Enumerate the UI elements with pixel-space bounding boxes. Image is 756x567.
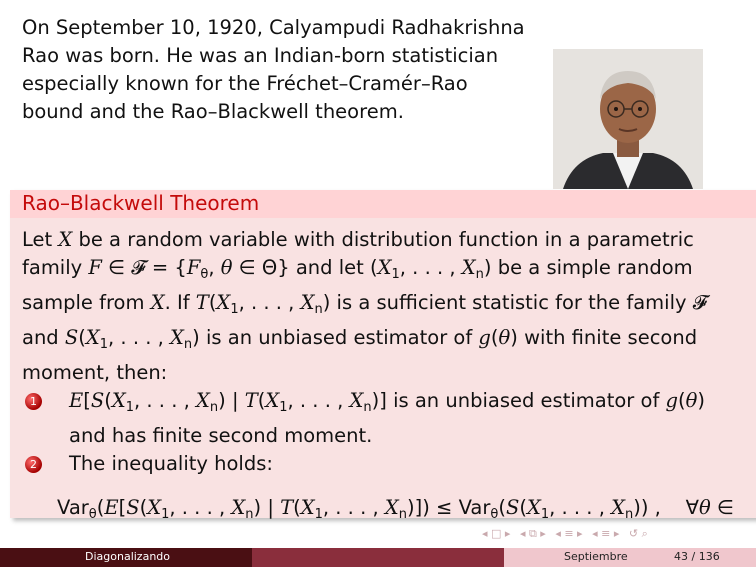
item-number-ball: 2 xyxy=(25,456,42,473)
intro-line: especially known for the Fréchet–Cramér–Rao xyxy=(22,72,468,95)
intro-line: bound and the Rao–Blackwell theorem. xyxy=(22,100,404,123)
nav-prev-subsection-icon[interactable]: ◂ ≡ ▸ xyxy=(555,527,583,540)
intro-line: Rao was born. He was an Indian-born statistician xyxy=(22,44,499,67)
footer-page-number: 43 / 136 xyxy=(674,550,720,563)
theorem-line: moment, then: xyxy=(22,361,168,384)
footer-right xyxy=(504,548,756,567)
portrait-image xyxy=(553,49,703,189)
intro-paragraph xyxy=(22,14,542,126)
theorem-body xyxy=(22,226,752,529)
list-item: 1 $E[S(X_1$, . . . , $X_n$) | $T(X_1$, . . . , $X_n$)] is an unbiased estimator of g(θ) and has finite second moment. xyxy=(22,387,752,450)
footer-middle xyxy=(252,548,504,567)
theorem-title-bar xyxy=(10,190,756,218)
item-number-ball: 1 xyxy=(25,393,42,410)
theorem-line: sample from X. If $T(X_1$, . . . , $X_n$) is a sufficient statistic for the family 𝓕 xyxy=(22,291,708,317)
footer-left xyxy=(0,548,252,567)
list-item: 2 The inequality holds: xyxy=(22,450,752,478)
footer-date: Septiembre xyxy=(564,550,628,563)
navigation-controls[interactable] xyxy=(482,527,752,547)
nav-search-icon[interactable]: ↺ ⌕ xyxy=(628,527,648,540)
theorem-line: Let X be a random variable with distribution function in a parametric xyxy=(22,228,694,251)
nav-prev-item-icon[interactable]: ◂ ≡ ▸ xyxy=(592,527,620,540)
footer-bar xyxy=(0,548,756,567)
nav-prev-section-icon[interactable]: ◂ ⧉ ▸ xyxy=(519,527,546,540)
inequality-equation: $Var_\theta(E[S(X_1$, . . . , $X_n$) | $T(X_1$, . . . , $X_n)]) \le Var_\theta(S(X_1$, . . . , $X_n$)) , ∀θ ∈ xyxy=(57,496,734,522)
theorem-line: family F ∈ 𝓕 = {$F_\theta$, θ ∈ Θ} and let ($X_1$, . . . , $X_n$) be a simple random xyxy=(22,256,693,282)
intro-line: On September 10, 1920, Calyampudi Radhakrishna xyxy=(22,16,525,39)
theorem-title: Rao–Blackwell Theorem xyxy=(22,191,260,215)
nav-prev-frame-icon[interactable]: ◂ □ ▸ xyxy=(482,527,511,540)
theorem-line: and $S(X_1$, . . . , $X_n$) is an unbiased estimator of g(θ) with finite second xyxy=(22,326,698,352)
footer-title: Diagonalizando xyxy=(85,550,171,563)
